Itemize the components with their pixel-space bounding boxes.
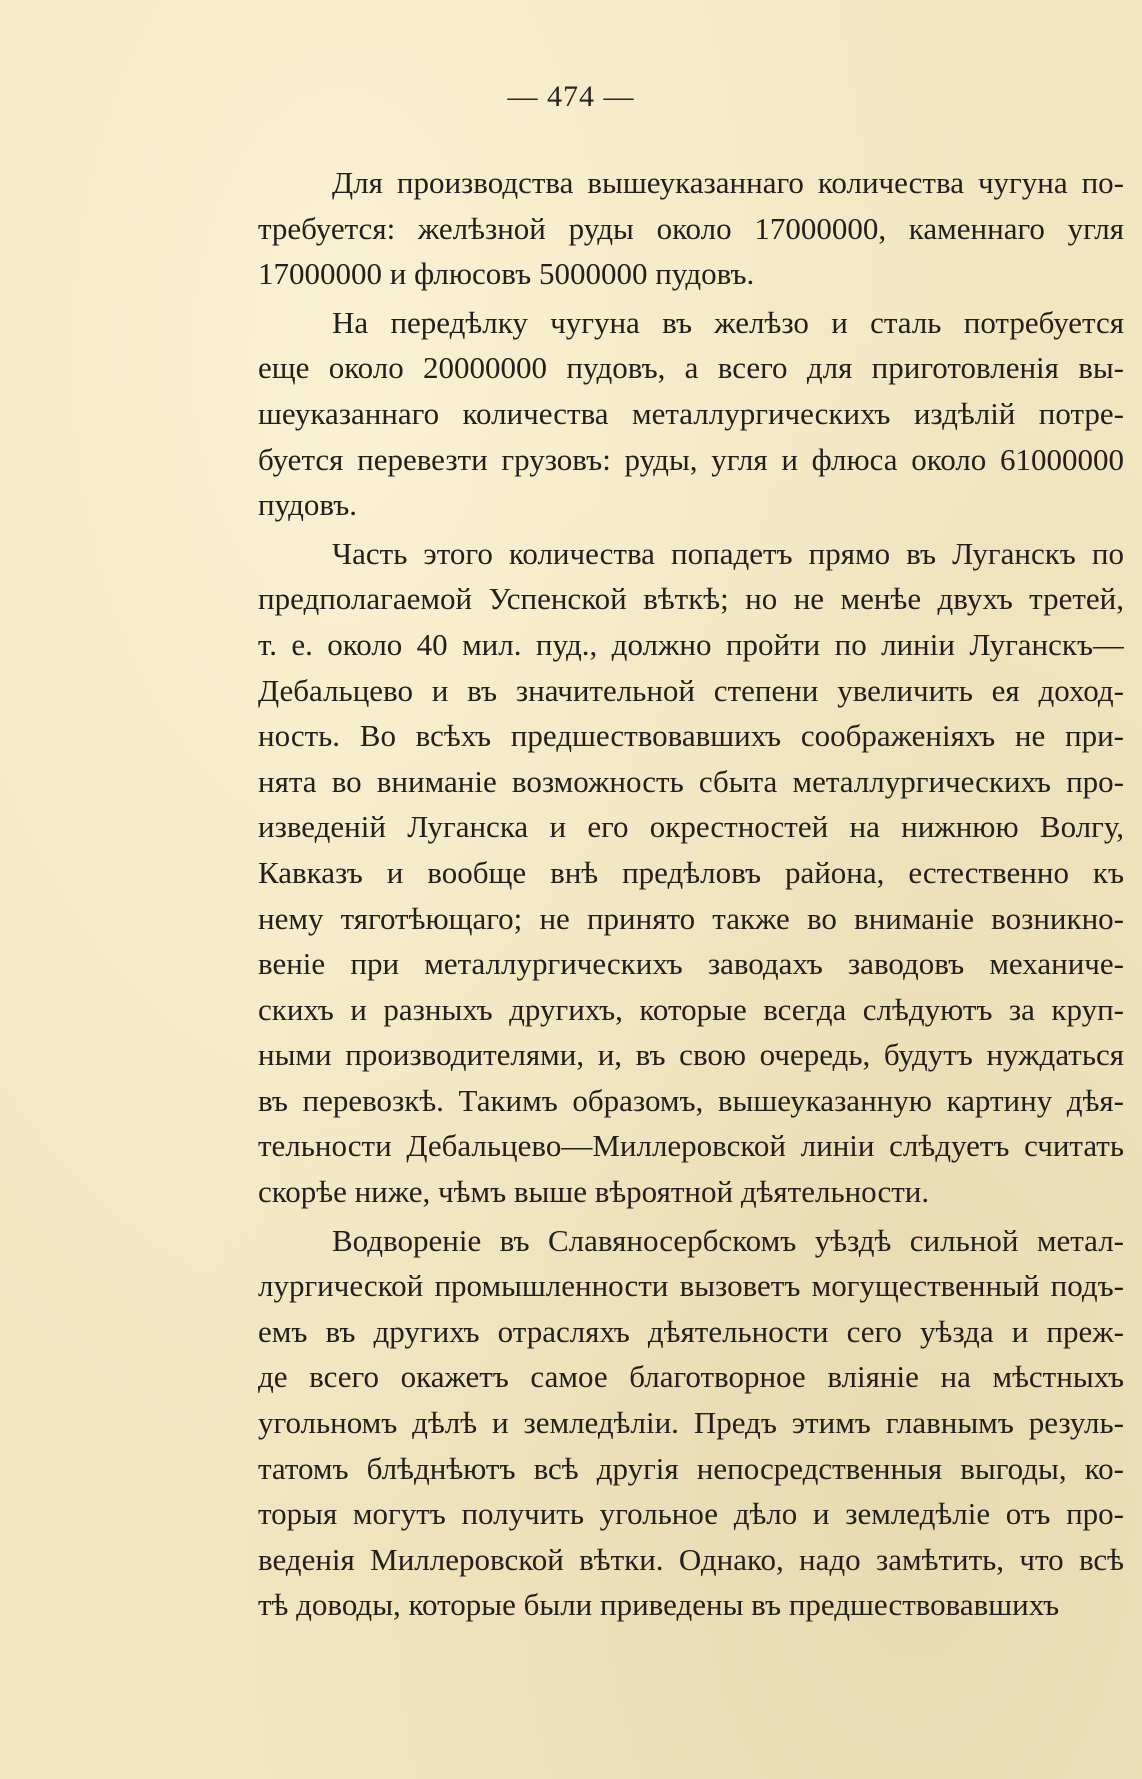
text-line: въ перевозкѣ. Такимъ образомъ, вышеуказанную картину дѣя- (258, 1082, 1124, 1118)
text-line: 17000000 и флюсовъ 5000000 пудовъ. (258, 256, 755, 292)
text-line: скихъ и разныхъ другихъ, которые всегда слѣдуютъ за круп- (258, 991, 1124, 1027)
text-line: ными производителями, и, въ свою очередь, будутъ нуждаться (258, 1037, 1124, 1073)
text-line: Водвореніе въ Славяносербскомъ уѣздѣ сильной метал- (332, 1222, 1124, 1258)
paragraph (258, 1218, 1124, 1628)
text-line: буется перевезти грузовъ: руды, угля и флюса около 61000000 (258, 441, 1124, 477)
text-line: требуется: желѣзной руды около 17000000, каменнаго угля (258, 210, 1124, 246)
text-line: изведеній Луганска и его окрестностей на нижнюю Волгу, (258, 809, 1124, 845)
text-line: тельности Дебальцево—Миллеровской линіи слѣдуетъ считать (258, 1128, 1124, 1164)
text-line: торыя могутъ получить угольное дѣло и земледѣліе отъ про- (258, 1496, 1124, 1532)
text-line: угольномъ дѣлѣ и земледѣліи. Предъ этимъ главнымъ резуль- (258, 1405, 1124, 1441)
text-line: емъ въ другихъ отрасляхъ дѣятельности сего уѣзда и преж- (258, 1313, 1124, 1349)
text-line: нята во вниманіе возможность сбыта металлургическихъ про- (258, 763, 1124, 799)
text-line: татомъ блѣднѣютъ всѣ другія непосредственныя выгоды, ко- (258, 1450, 1124, 1486)
text-line: шеуказаннаго количества металлургическихъ издѣлій потре- (258, 395, 1124, 431)
paragraph (258, 531, 1124, 1215)
text-line: Для производства вышеуказаннаго количества чугуна по- (332, 165, 1124, 200)
text-line: де всего окажетъ самое благотворное вліяніе на мѣстныхъ (258, 1359, 1124, 1395)
text-line: скорѣе ниже, чѣмъ выше вѣроятной дѣятельности. (258, 1174, 930, 1210)
text-line: тѣ доводы, которые были приведены въ предшествовавшихъ (258, 1587, 1060, 1623)
paragraph (258, 160, 1124, 297)
text-line: веденія Миллеровской вѣтки. Однако, надо замѣтить, что всѣ (258, 1541, 1124, 1577)
text-line: ность. Во всѣхъ предшествовавшихъ соображеніяхъ не при- (258, 718, 1124, 754)
body-text (258, 160, 1124, 1628)
text-line: т. е. около 40 мил. пуд., должно пройти по линіи Луганскъ— (258, 626, 1124, 662)
page-number: — 474 — (507, 80, 635, 113)
text-line: лургической промышленности вызоветъ могущественный подъ- (258, 1268, 1124, 1304)
text-line: нему тяготѣющаго; не принято также во вниманіе возникно- (258, 900, 1124, 936)
text-line: предполагаемой Успенской вѣткѣ; но не менѣе двухъ третей, (258, 581, 1124, 617)
text-line: Часть этого количества попадетъ прямо въ Луганскъ по (332, 535, 1124, 571)
text-line: пудовъ. (258, 487, 358, 523)
text-line: веніе при металлургическихъ заводахъ заводовъ механиче- (258, 946, 1124, 982)
text-line: еще около 20000000 пудовъ, а всего для приготовленія вы- (258, 350, 1124, 386)
paragraph (258, 300, 1124, 528)
text-line: На передѣлку чугуна въ желѣзо и сталь потребуется (332, 304, 1124, 340)
text-line: Кавказъ и вообще внѣ предѣловъ района, естественно къ (258, 854, 1124, 890)
text-line: Дебальцево и въ значительной степени увеличить ея доход- (258, 672, 1124, 708)
